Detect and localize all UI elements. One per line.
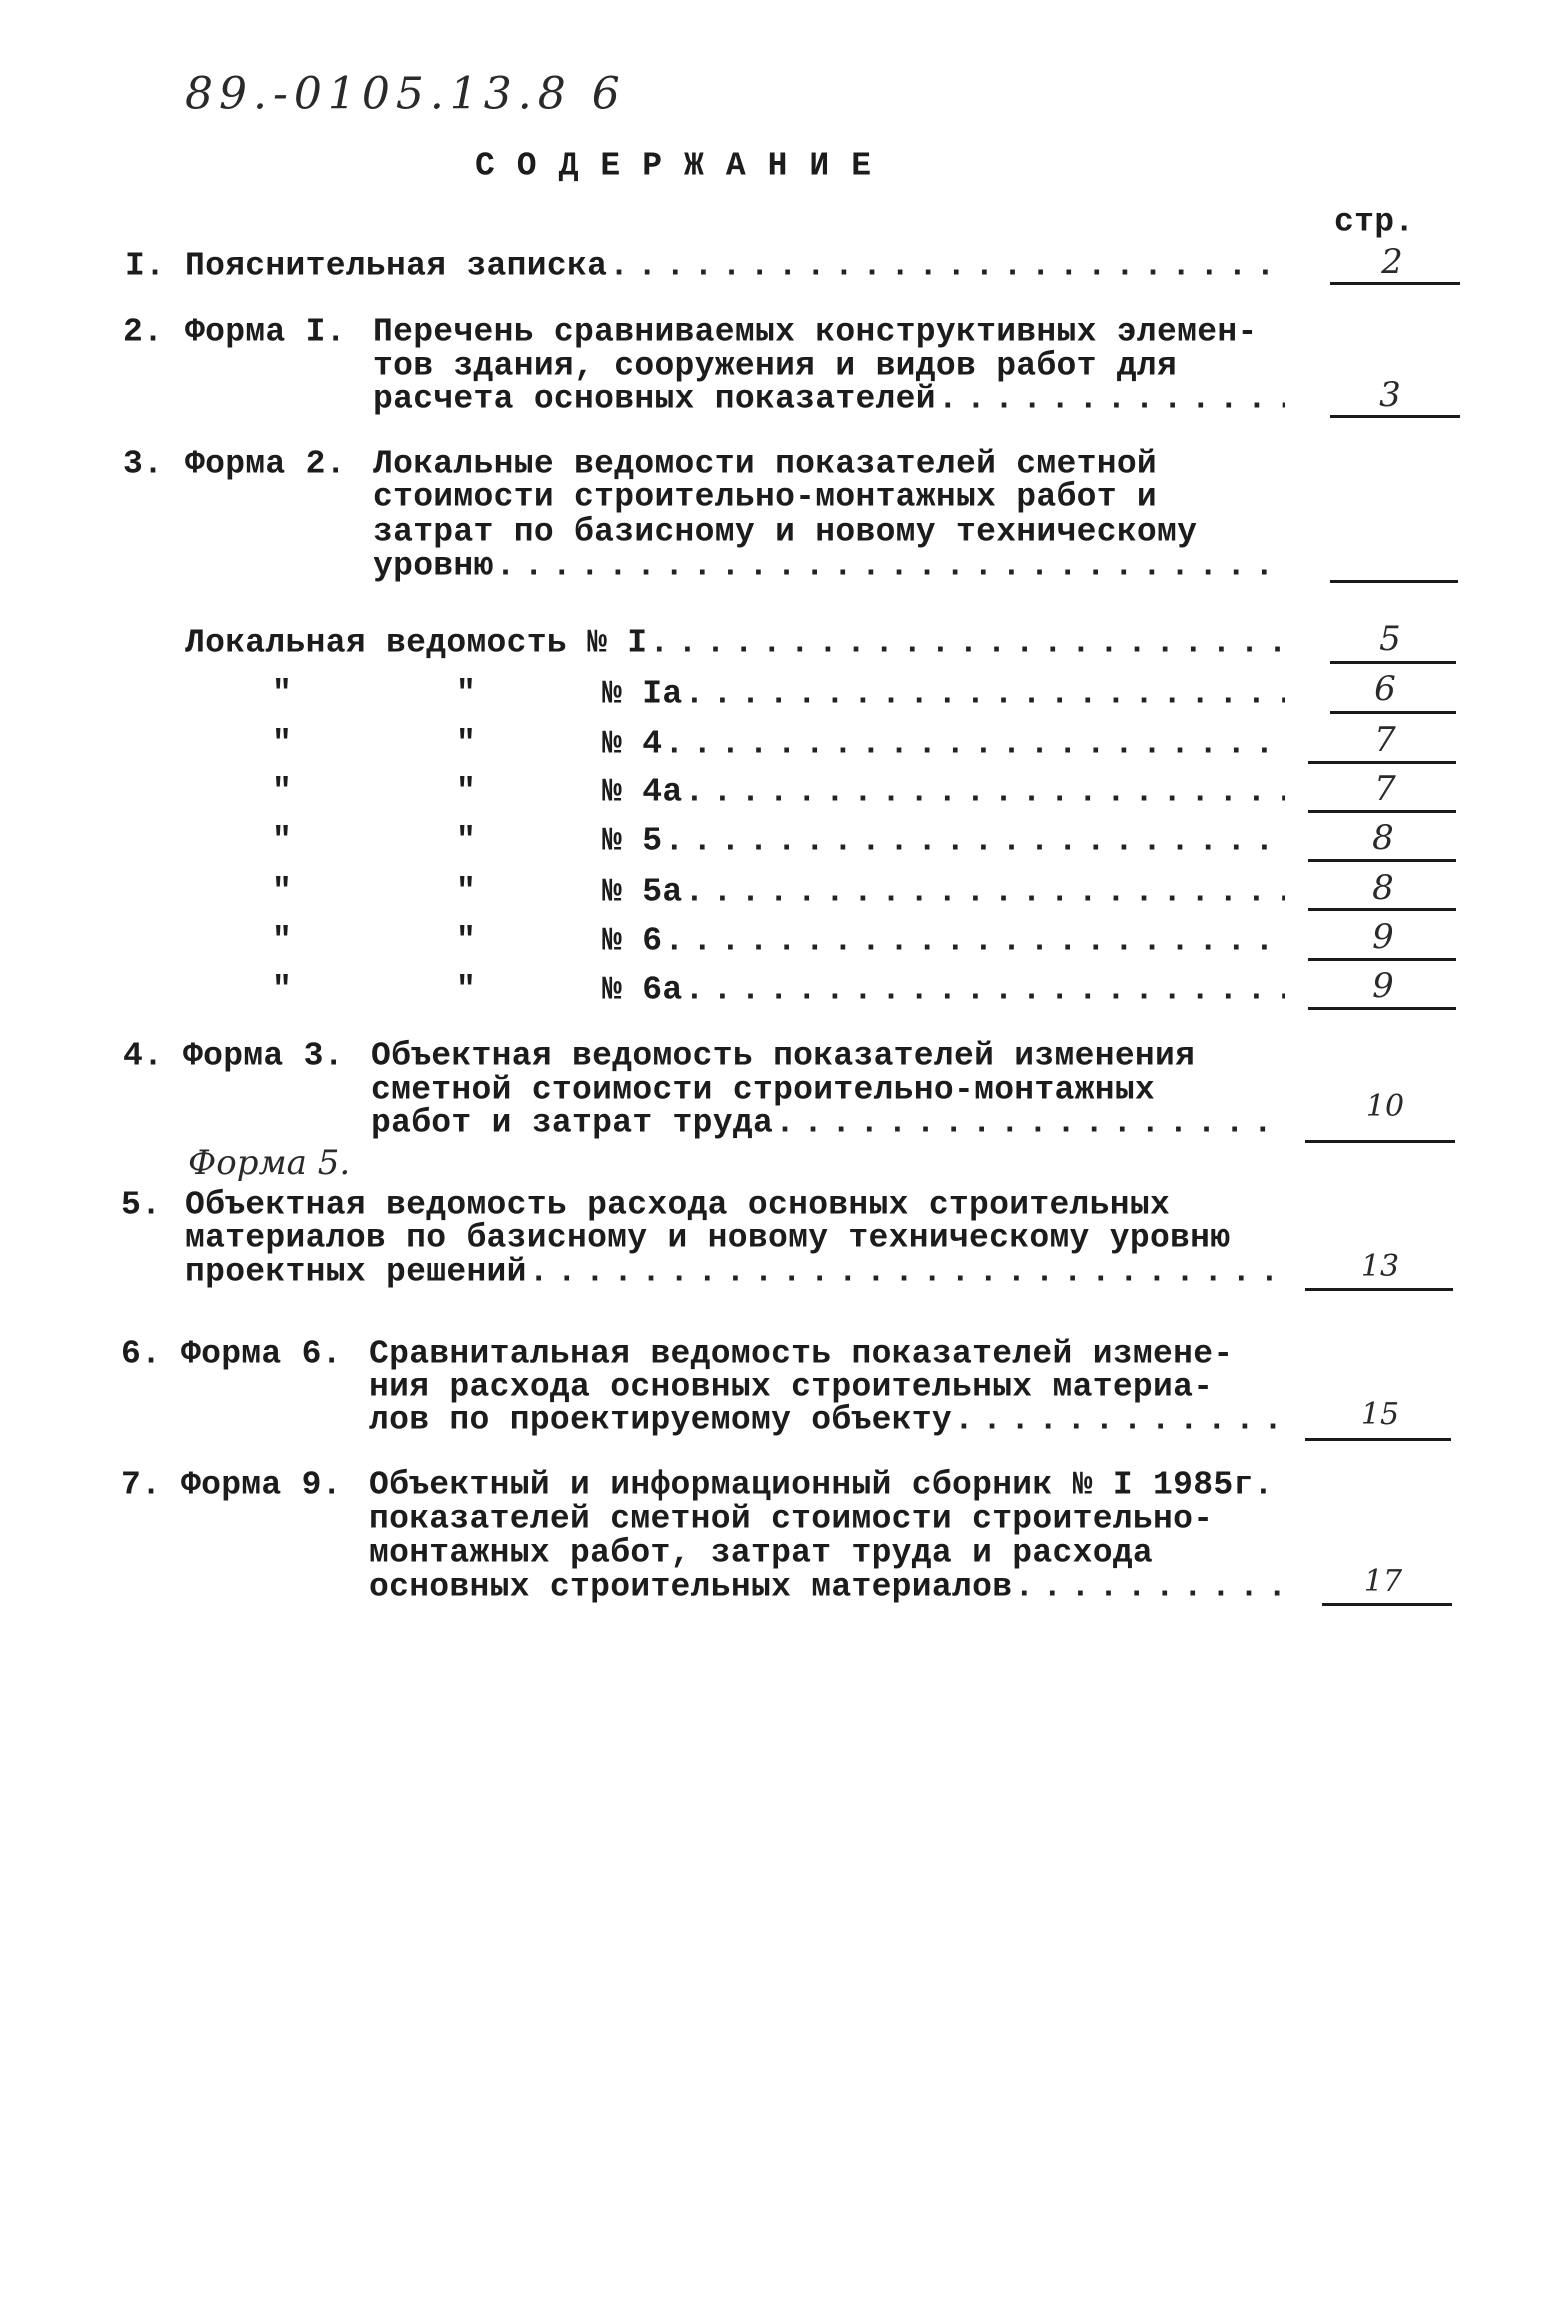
entry-form-label: Форма 2.: [185, 445, 346, 483]
number-sign: №: [602, 775, 623, 809]
page-rule: [1330, 711, 1456, 714]
ledger-number: 4a: [642, 775, 683, 809]
number-sign: №: [602, 875, 623, 909]
dot-leader: [954, 1404, 1281, 1437]
page-number: 8: [1372, 868, 1394, 908]
page-rule: [1308, 908, 1456, 911]
entry-text: материалов по базисному и новому техническому уровню: [185, 1219, 1231, 1257]
dot-leader: [609, 250, 1285, 283]
entry-form-label: Форма I.: [185, 313, 346, 351]
entry-text: лов по проектируемому объекту: [369, 1403, 952, 1437]
number-sign: №: [587, 626, 608, 660]
entry-number: 2.: [123, 313, 164, 351]
page-number: 8: [1372, 818, 1394, 858]
page-rule: [1308, 1007, 1456, 1010]
number-sign: №: [602, 727, 623, 761]
entry-number: 7.: [121, 1466, 162, 1504]
ditto-mark: ": [456, 822, 477, 860]
dot-leader: [496, 550, 1285, 583]
entry-text: Объектный и информационный сборник № I 1985г.: [369, 1466, 1274, 1504]
dot-leader: [684, 776, 1285, 809]
page-number: 7: [1374, 720, 1396, 760]
document-code: 89.-0105.13.8 6: [185, 68, 626, 120]
handwritten-form-note: Форма 5.: [188, 1143, 351, 1183]
number-sign: №: [602, 924, 623, 958]
entry-text: Объектная ведомость показателей изменения: [371, 1037, 1196, 1075]
entry-text: затрат по базисному и новому техническому: [373, 513, 1198, 551]
page-number: 15: [1360, 1397, 1400, 1432]
dot-leader: [664, 825, 1285, 858]
page-rule: [1308, 859, 1456, 862]
entry-text: расчета основных показателей: [373, 382, 936, 416]
dot-leader: [529, 1256, 1283, 1289]
page-rule: [1305, 1288, 1453, 1291]
ditto-mark: ": [456, 971, 477, 1009]
ditto-mark: ": [456, 922, 477, 960]
entry-text: уровню: [373, 549, 494, 583]
ditto-mark: ": [272, 773, 293, 811]
entry-line: [602, 825, 1285, 858]
dot-leader: [664, 728, 1285, 761]
page-rule: [1322, 1603, 1452, 1606]
entry-line: [373, 383, 1285, 416]
page-column-header: стр.: [1334, 203, 1415, 241]
entry-line: [185, 250, 1285, 283]
dot-leader: [1014, 1571, 1301, 1604]
page-rule: [1330, 282, 1460, 285]
page-number: 6: [1374, 669, 1396, 709]
entry-line: [369, 1571, 1301, 1604]
entry-text: показателей сметной стоимости строительно-: [369, 1500, 1214, 1538]
ditto-mark: ": [272, 971, 293, 1009]
ledger-number: 5: [642, 824, 663, 858]
page-number: 17: [1363, 1564, 1403, 1599]
page-number: 9: [1372, 966, 1394, 1006]
entry-line: [602, 728, 1285, 761]
page-rule: [1308, 761, 1456, 764]
ditto-mark: ": [272, 922, 293, 960]
entry-text: Локальные ведомости показателей сметной: [373, 445, 1158, 483]
entry-number: 4.: [123, 1037, 164, 1075]
entry-text: Перечень сравниваемых конструктивных элемен-: [373, 313, 1258, 351]
entry-number: I.: [125, 247, 166, 285]
entry-line: [602, 974, 1285, 1007]
page-rule: [1308, 958, 1456, 961]
entry-line: [602, 678, 1285, 711]
entry-text: работ и затрат труда: [371, 1106, 774, 1140]
ditto-mark: ": [456, 873, 477, 911]
page-number: 10: [1365, 1089, 1405, 1124]
ledger-number: 6a: [642, 973, 683, 1007]
entry-line: [602, 876, 1285, 909]
entry-text: ния расхода основных строительных материа-: [369, 1368, 1214, 1406]
ditto-mark: ": [272, 873, 293, 911]
page-number: 9: [1372, 917, 1394, 957]
page-rule: [1330, 580, 1458, 583]
entry-line: [602, 925, 1285, 958]
entry-line: [602, 776, 1285, 809]
ditto-mark: ": [456, 675, 477, 713]
dot-leader: [684, 678, 1285, 711]
ledger-number: 5a: [642, 875, 683, 909]
page-rule: [1330, 661, 1456, 664]
page-number: 3: [1379, 375, 1401, 415]
dot-leader: [684, 974, 1285, 1007]
entry-line: [369, 1404, 1281, 1437]
entry-line: [185, 627, 1285, 660]
ditto-mark: ": [272, 725, 293, 763]
entry-text: тов здания, сооружения и видов работ для: [373, 347, 1178, 385]
entry-form-label: Форма 9.: [181, 1466, 342, 1504]
dot-leader: [649, 627, 1285, 660]
entry-form-label: Форма 3.: [183, 1037, 344, 1075]
number-sign: №: [602, 973, 623, 1007]
page-number: 13: [1360, 1249, 1400, 1284]
dot-leader: [775, 1107, 1283, 1140]
ditto-mark: ": [272, 675, 293, 713]
entry-line: [371, 1107, 1283, 1140]
number-sign: №: [602, 677, 623, 711]
page-title: СОДЕРЖАНИЕ: [475, 147, 894, 185]
ledger-number: 6: [642, 924, 663, 958]
entry-text: монтажных работ, затрат труда и расхода: [369, 1534, 1154, 1572]
entry-text: стоимости строительно-монтажных работ и: [373, 478, 1158, 516]
dot-leader: [664, 925, 1285, 958]
entry-line: [185, 1256, 1283, 1289]
entry-text: сметной стоимости строительно-монтажных: [371, 1071, 1156, 1109]
dot-leader: [684, 876, 1285, 909]
ditto-mark: ": [456, 773, 477, 811]
number-sign: №: [602, 824, 623, 858]
ledger-number: I: [627, 626, 648, 660]
page-rule: [1305, 1140, 1455, 1143]
ledger-label: Локальная ведомость: [185, 626, 567, 660]
ledger-number: Ia: [642, 677, 683, 711]
page-rule: [1330, 415, 1460, 418]
entry-text: проектных решений: [185, 1255, 527, 1289]
entry-text: Пояснительная записка: [185, 249, 608, 283]
ledger-number: 4: [642, 727, 663, 761]
entry-line: [373, 550, 1285, 583]
entry-text: Объектная ведомость расхода основных строительных: [185, 1186, 1171, 1224]
dot-leader: [938, 383, 1285, 416]
page-number: 2: [1381, 242, 1403, 282]
entry-number: 5.: [121, 1186, 162, 1224]
page-rule: [1305, 1438, 1451, 1441]
page-number: 5: [1379, 619, 1401, 659]
entry-form-label: Форма 6.: [181, 1335, 342, 1373]
entry-number: 6.: [121, 1335, 162, 1373]
page-number: 7: [1374, 769, 1396, 809]
entry-number: 3.: [123, 445, 164, 483]
entry-text: Сравнитальная ведомость показателей измене-: [369, 1335, 1234, 1373]
page-rule: [1308, 810, 1456, 813]
ditto-mark: ": [456, 725, 477, 763]
ditto-mark: ": [272, 822, 293, 860]
entry-text: основных строительных материалов: [369, 1570, 1013, 1604]
